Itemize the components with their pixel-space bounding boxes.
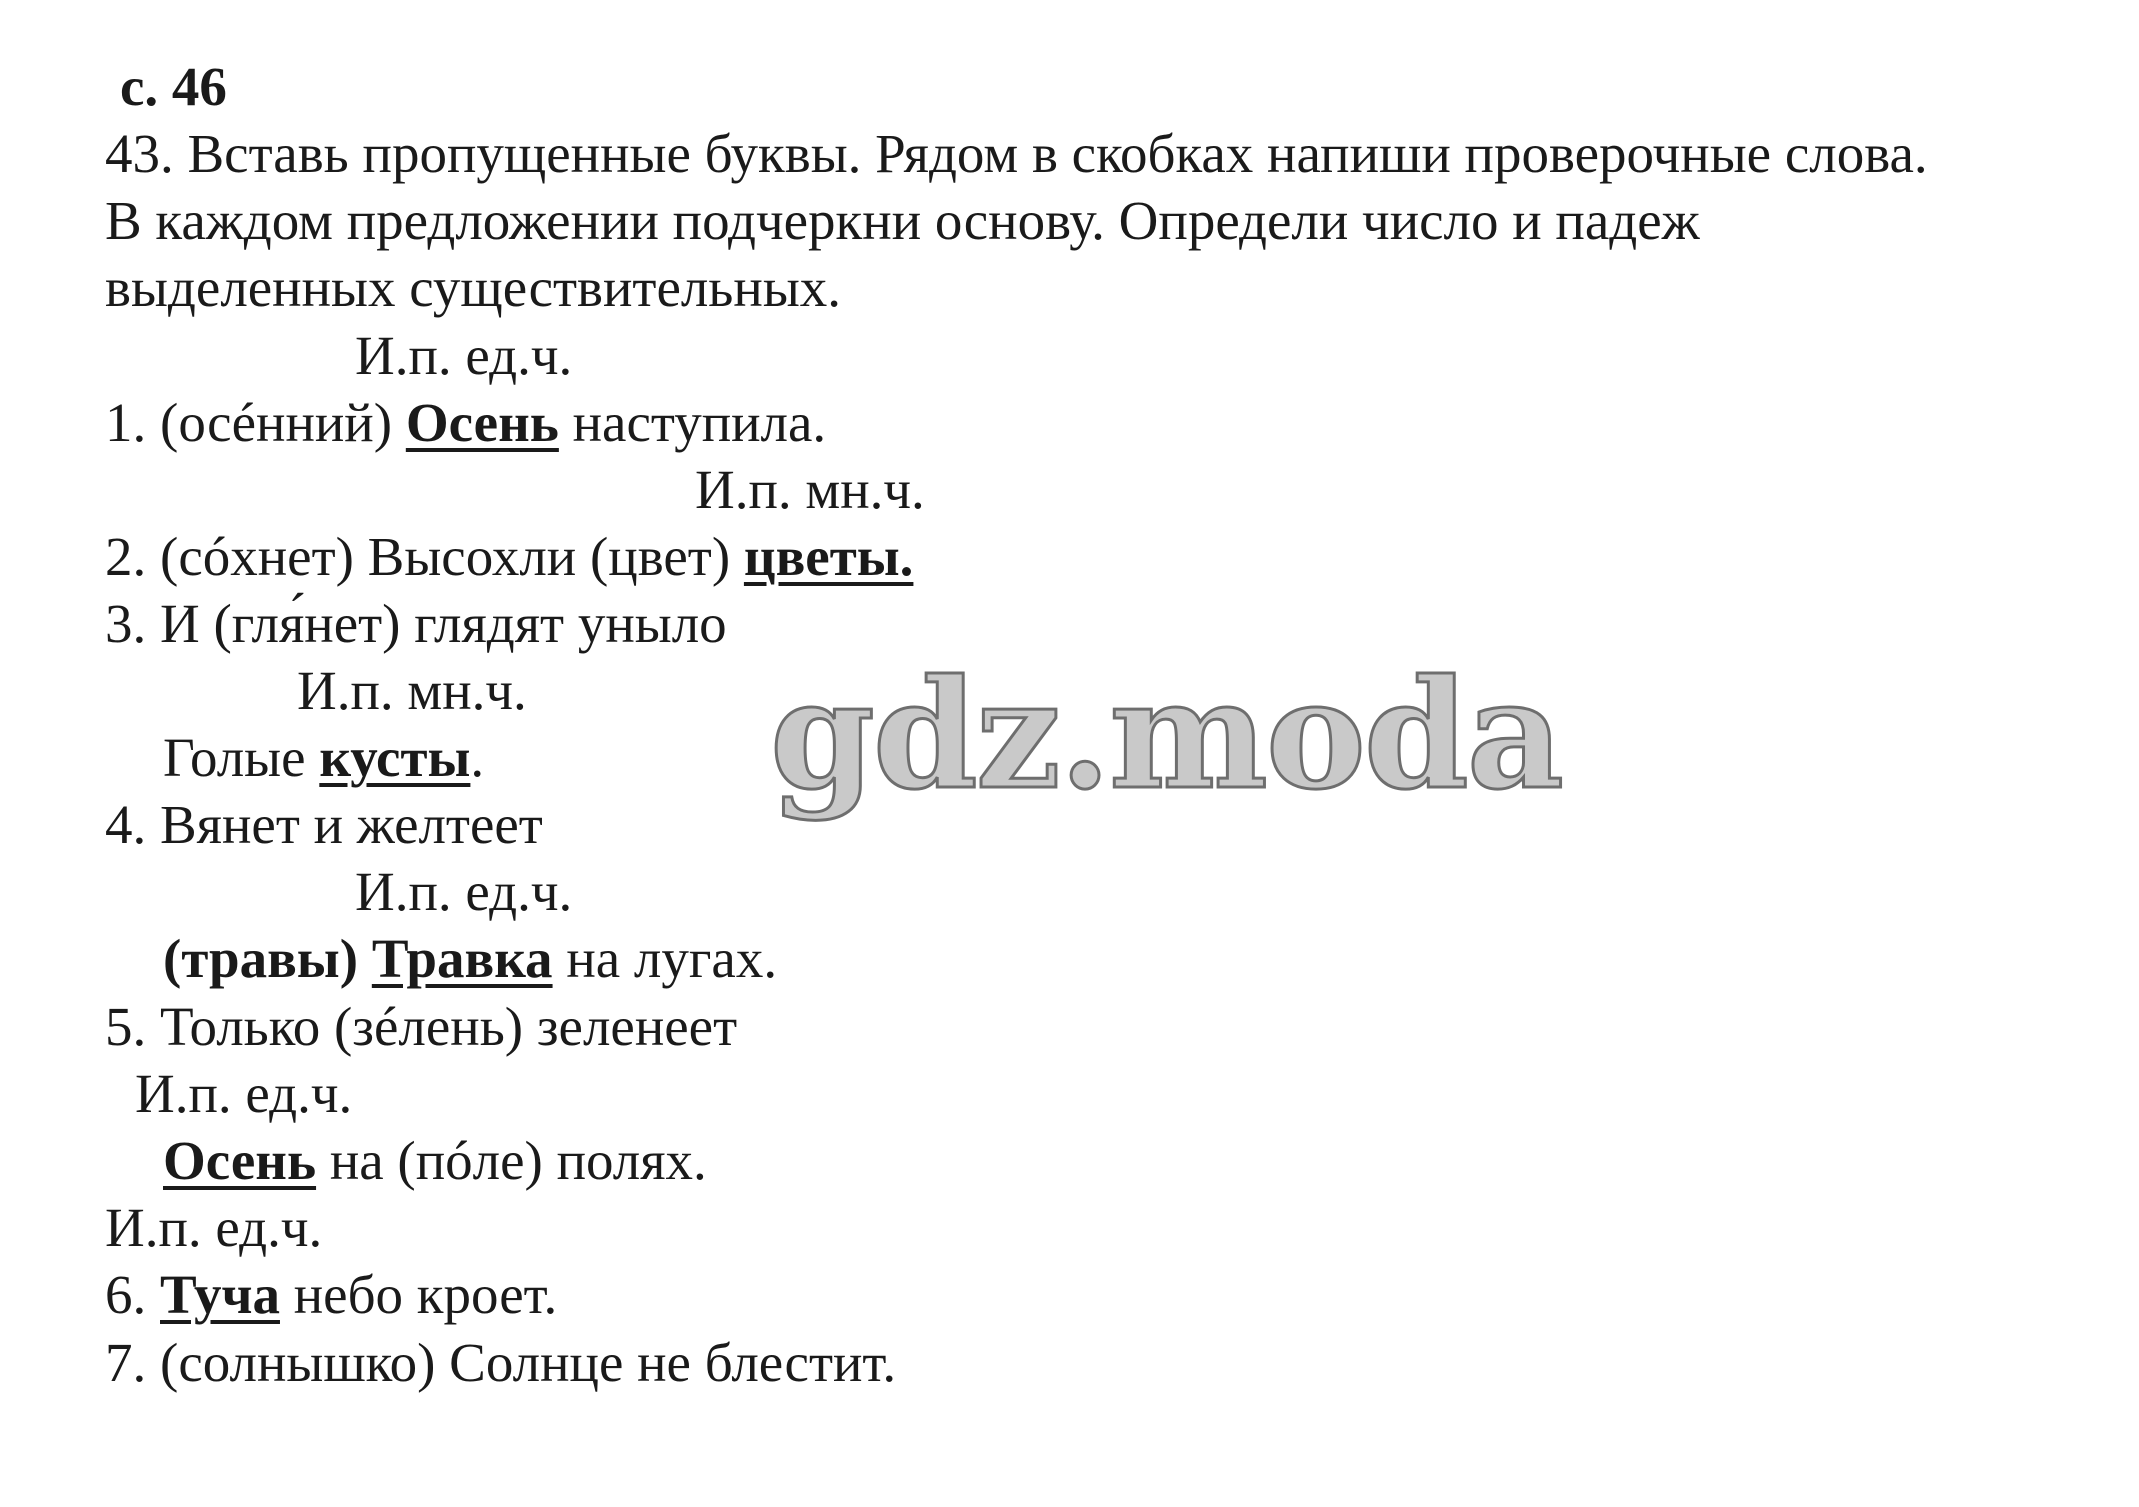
sentence-text: . — [470, 727, 485, 788]
sentence-4-cont — [163, 925, 777, 993]
sentence-text: наступила. — [558, 392, 827, 453]
task-text-line-2: В каждом предложении подчеркни основу. Определи число и падеж — [105, 190, 1700, 251]
highlighted-noun: цветы. — [743, 526, 914, 587]
case-note: И.п. ед.ч. — [105, 1197, 323, 1258]
task-text-line-1: 43. Вставь пропущенные буквы. Рядом в скобках напиши проверочные слова. — [105, 123, 1928, 184]
sentence-2 — [105, 523, 913, 591]
sentence-text: Голые — [163, 727, 320, 788]
case-note: И.п. ед.ч. — [355, 325, 573, 386]
sentence-5-cont — [163, 1127, 707, 1195]
sentence-1 — [105, 389, 826, 457]
highlighted-noun: Осень — [405, 392, 559, 453]
sentence-text: 1. (осéнний) — [105, 392, 406, 453]
case-note: И.п. ед.ч. — [135, 1063, 353, 1124]
check-word: (травы) — [163, 928, 372, 989]
sentence-text: на лугах. — [552, 928, 778, 989]
watermark-logo: gdz.moda — [770, 647, 1563, 823]
task-text-line-3: выделенных существительных. — [105, 257, 842, 318]
sentence-3: 3. И (гля́нет) глядят уныло — [105, 593, 727, 654]
case-note: И.п. мн.ч. — [695, 459, 925, 520]
case-note: И.п. ед.ч. — [355, 861, 573, 922]
highlighted-noun: кусты — [319, 727, 471, 788]
sentence-text: небо кроет. — [279, 1264, 558, 1325]
sentence-text: на (пóле) полях. — [316, 1130, 707, 1191]
case-note: И.п. мн.ч. — [297, 660, 527, 721]
highlighted-noun: Осень — [163, 1130, 317, 1191]
page-number: с. 46 — [120, 56, 227, 117]
sentence-3-cont — [163, 724, 484, 792]
highlighted-noun: Туча — [160, 1264, 280, 1325]
sentence-4: 4. Вянет и желтеет — [105, 794, 543, 855]
sentence-text: 2. (сóхнет) Высохли (цвет) — [105, 526, 744, 587]
sentence-text: 6. — [105, 1264, 160, 1325]
highlighted-noun: Травка — [371, 928, 553, 989]
sentence-6 — [105, 1261, 557, 1329]
sentence-7: 7. (солнышко) Солнце не блестит. — [105, 1332, 897, 1393]
sentence-5: 5. Только (зéлень) зеленеет — [105, 996, 738, 1057]
